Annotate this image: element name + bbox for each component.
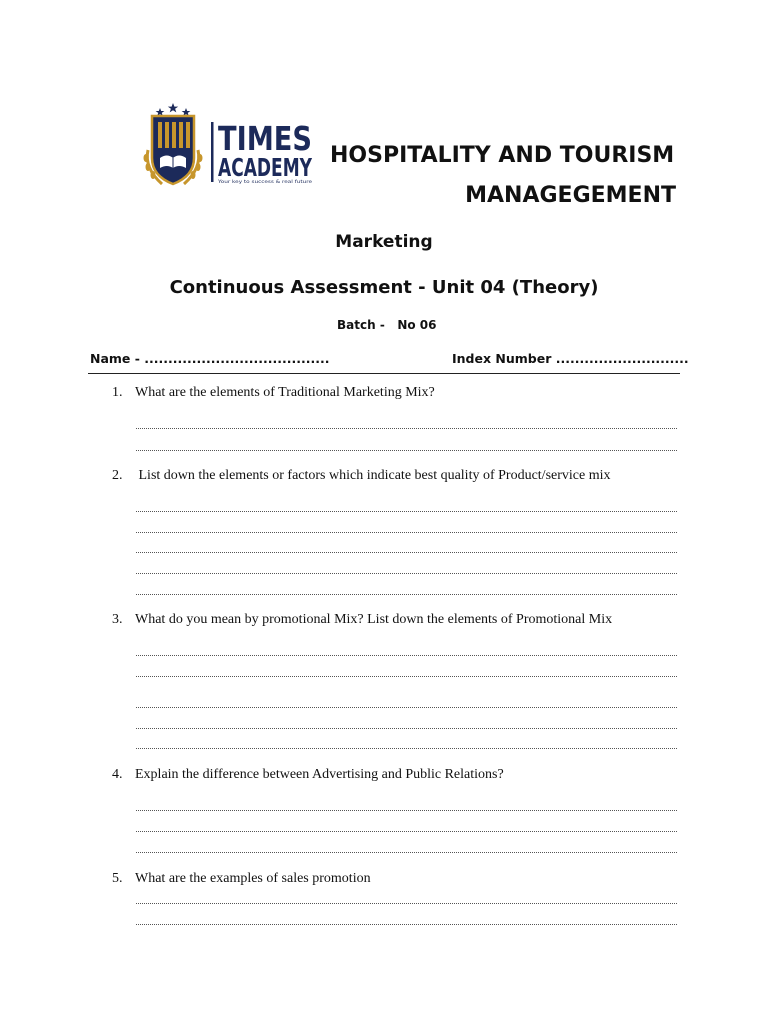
question-number: 1. <box>112 385 123 400</box>
question-3 <box>112 612 612 628</box>
answer-line[interactable] <box>136 728 677 729</box>
course-title-line1: HOSPITALITY AND TOURISM <box>330 143 675 168</box>
header-divider <box>88 373 680 374</box>
answer-line[interactable] <box>136 655 677 656</box>
answer-line[interactable] <box>136 428 677 429</box>
question-text: What do you mean by promotional Mix? List down the elements of Promotional Mix <box>135 612 613 627</box>
question-number: 5. <box>112 871 123 886</box>
answer-line[interactable] <box>136 552 677 553</box>
stars-icon <box>156 103 191 116</box>
question-1 <box>112 385 435 401</box>
answer-line[interactable] <box>136 676 677 677</box>
batch-label: Batch - <box>337 318 385 332</box>
student-details-row <box>90 351 689 366</box>
answer-line[interactable] <box>136 450 677 451</box>
question-number: 3. <box>112 612 123 627</box>
question-number: 2. <box>112 468 123 483</box>
svg-text:TIMES: TIMES <box>218 119 312 158</box>
batch-line <box>337 318 437 332</box>
batch-value: No 06 <box>397 318 437 332</box>
question-number: 4. <box>112 767 123 782</box>
subject-heading: Marketing <box>335 232 433 252</box>
answer-line[interactable] <box>136 924 677 925</box>
answer-line[interactable] <box>136 810 677 811</box>
name-field[interactable]: Name - ....................................... <box>90 351 330 366</box>
answer-line[interactable] <box>136 707 677 708</box>
question-5 <box>112 871 371 887</box>
question-text: List down the elements or factors which indicate best quality of Product/service mix <box>135 468 611 483</box>
index-number-field[interactable]: Index Number ............................ <box>452 351 689 366</box>
question-2 <box>112 468 611 484</box>
svg-text:ACADEMY: ACADEMY <box>218 153 313 182</box>
svg-text:Your key to success & real fut: Your key to success & real future <box>216 179 313 184</box>
question-4 <box>112 767 504 783</box>
answer-line[interactable] <box>136 594 677 595</box>
question-text: What are the elements of Traditional Marketing Mix? <box>135 385 435 400</box>
answer-line[interactable] <box>136 511 677 512</box>
course-title-line2: MANAGEGEMENT <box>465 183 676 208</box>
answer-line[interactable] <box>136 748 677 749</box>
answer-line[interactable] <box>136 903 677 904</box>
answer-line[interactable] <box>136 532 677 533</box>
answer-line[interactable] <box>136 852 677 853</box>
question-text: What are the examples of sales promotion <box>135 871 371 886</box>
assessment-title: Continuous Assessment - Unit 04 (Theory) <box>169 277 599 298</box>
answer-line[interactable] <box>136 573 677 574</box>
question-text: Explain the difference between Advertising and Public Relations? <box>135 767 504 782</box>
answer-line[interactable] <box>136 831 677 832</box>
times-academy-logo <box>140 100 318 196</box>
